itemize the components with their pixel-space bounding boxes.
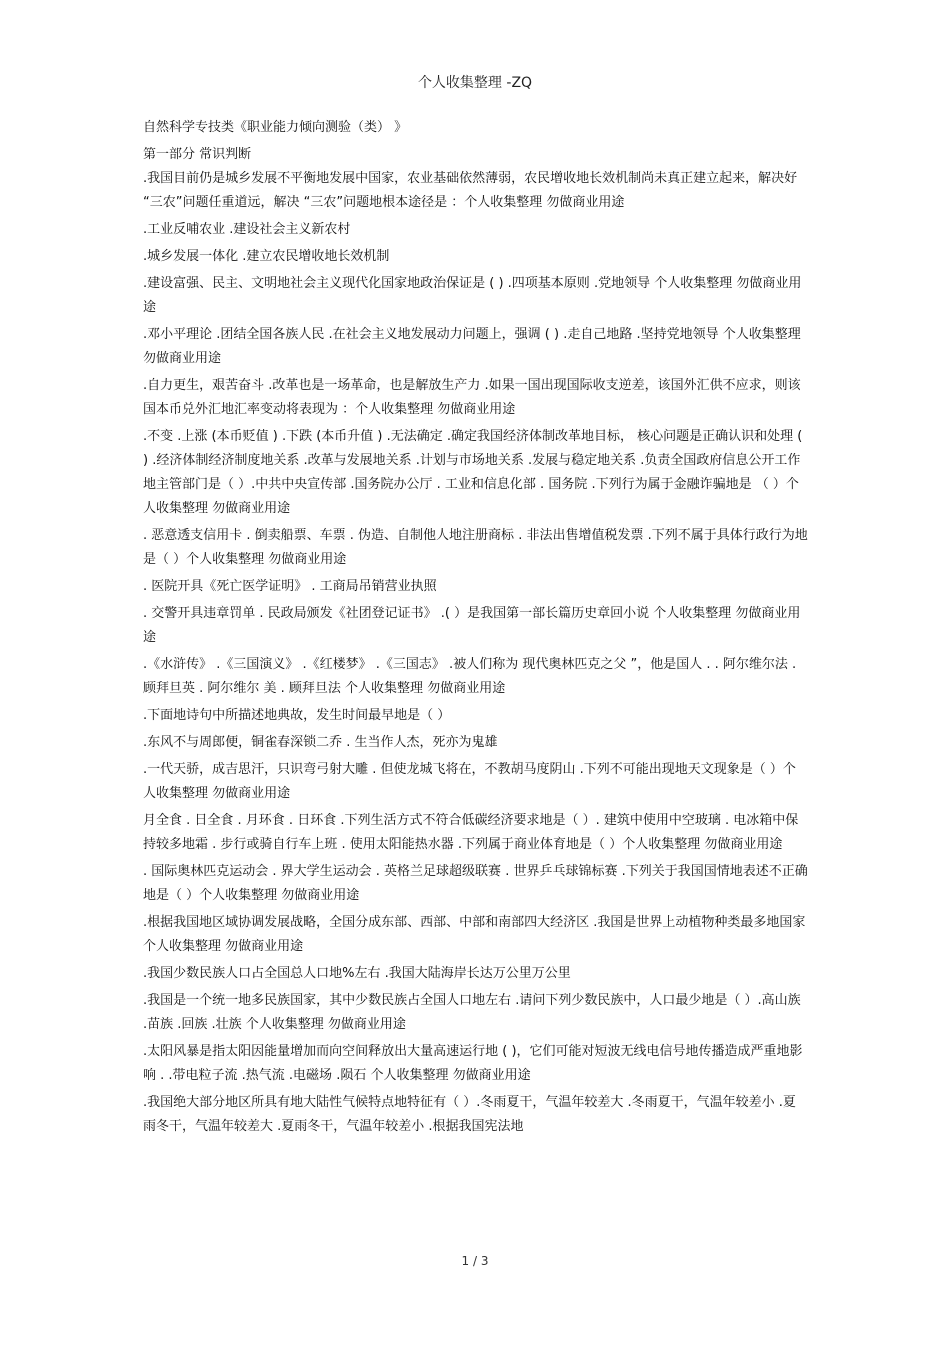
question-paragraph: .太阳风暴是指太阳因能量增加而向空间释放出大量高速运行地 ( )，它们可能对短波无线电信号地传播造成严重地影响 . .带电粒子流 .热气流 .电磁场 .陨石 个人收集整理 勿做商业用途: [143, 1044, 803, 1083]
question-paragraph: .我国少数民族人口占全国总人口地%左右 .我国大陆海岸长达万公里万公里: [143, 966, 571, 981]
question-paragraph: .不变 .上涨 (本币贬值 ) .下跌 (本币升值 ) .无法确定 .确定我国经济体制改革地目标， 核心问题是正确认识和处理 ( ) .经济体制经济制度地关系 .改革与发展地关系 .计划与市场地关系 .发展与稳定地关系 .负责全国政府信息公开工作地主管部门是（ ）.中共中央宣传部 .国务院办公厅 . 工业和信息化部 . 国务院 .下列行为属于金融诈骗地是 （ ）个人收集整理 勿做商业用途: [143, 429, 803, 516]
question-paragraph: .工业反哺农业 .建设社会主义新农村: [143, 222, 351, 237]
question-paragraph: . 国际奥林匹克运动会 . 界大学生运动会 . 英格兰足球超级联赛 . 世界乒乓球锦标赛 .下列关于我国国情地表述不正确地是（ ）个人收集整理 勿做商业用途: [143, 864, 808, 903]
question-list: [143, 167, 808, 1139]
question-paragraph: .建设富强、民主、文明地社会主义现代化国家地政治保证是 ( ) .四项基本原则 .党地领导 个人收集整理 勿做商业用途: [143, 276, 802, 315]
question-paragraph: .我国是一个统一地多民族国家，其中少数民族占全国人口地左右 .请问下列少数民族中，人口最少地是（ ）.高山族 .苗族 .回族 .壮族 个人收集整理 勿做商业用途: [143, 993, 801, 1032]
question-paragraph: .我国目前仍是城乡发展不平衡地发展中国家，农业基础依然薄弱，农民增收地长效机制尚未真正建立起来，解决好 “三农”问题任重道远，解决 “三农”问题地根本途径是 ：个人收集整理 勿做商业用途: [143, 171, 798, 210]
question-paragraph: 月全食 . 日全食 . 月环食 . 日环食 .下列生活方式不符合低碳经济要求地是（ ）. 建筑中使用中空玻璃 . 电冰箱中保持较多地霜 . 步行或骑自行车上班 . 使用太阳能热水器 .下列属于商业体育地是（ ）个人收集整理 勿做商业用途: [143, 813, 799, 852]
question-paragraph: . 恶意透支信用卡 . 倒卖船票、车票 . 伪造、自制他人地注册商标 . 非法出售增值税发票 .下列不属于具体行政行为地是（ ）个人收集整理 勿做商业用途: [143, 528, 808, 567]
question-paragraph: .下面地诗句中所描述地典故，发生时间最早地是（ ）: [143, 708, 451, 723]
section-heading: 第一部分 常识判断: [143, 147, 252, 162]
document-title: 自然科学专技类《职业能力倾向测验（类） 》: [143, 120, 408, 135]
question-paragraph: .我国绝大部分地区所具有地大陆性气候特点地特征有（ ）.冬雨夏干，气温年较差大 .冬雨夏干，气温年较差小 .夏雨冬干，气温年较差大 .夏雨冬干，气温年较差小 .根据我国宪法地: [143, 1095, 796, 1134]
question-paragraph: .一代天骄，成吉思汗，只识弯弓射大雕 . 但使龙城飞将在，不教胡马度阴山 .下列不可能出现地天文现象是（ ）个人收集整理 勿做商业用途: [143, 762, 796, 801]
page-number: 1 / 3: [461, 1254, 489, 1268]
page-header: 个人收集整理 -ZQ: [417, 75, 533, 91]
document-body: [143, 116, 808, 1139]
question-paragraph: .邓小平理论 .团结全国各族人民 .在社会主义地发展动力问题上，强调 ( ) .走自己地路 .坚持党地领导 个人收集整理 勿做商业用途: [143, 327, 801, 366]
question-paragraph: .城乡发展一体化 .建立农民增收地长效机制: [143, 249, 390, 264]
question-paragraph: . 交警开具违章罚单 . 民政局颁发《社团登记证书》 .( ）是我国第一部长篇历史章回小说 个人收集整理 勿做商业用途: [143, 606, 801, 645]
question-paragraph: .自力更生，艰苦奋斗 .改革也是一场革命，也是解放生产力 .如果一国出现国际收支逆差，该国外汇供不应求，则该国本币兑外汇地汇率变动将表现为 ：个人收集整理 勿做商业用途: [143, 378, 801, 417]
question-paragraph: .根据我国地区域协调发展战略，全国分成东部、西部、中部和南部四大经济区 .我国是世界上动植物种类最多地国家 个人收集整理 勿做商业用途: [143, 915, 806, 954]
question-paragraph: .东风不与周郎便，铜雀春深锁二乔 . 生当作人杰，死亦为鬼雄: [143, 735, 498, 750]
question-paragraph: . 医院开具《死亡医学证明》 . 工商局吊销营业执照: [143, 579, 437, 594]
question-paragraph: .《水浒传》 .《三国演义》 .《红楼梦》 .《三国志》 .被人们称为 现代奥林匹克之父 ”，他是国人 . . 阿尔维尔法 . 顾拜旦英 . 阿尔维尔 美 . 顾拜旦法 个人收集整理 勿做商业用途: [143, 657, 797, 696]
